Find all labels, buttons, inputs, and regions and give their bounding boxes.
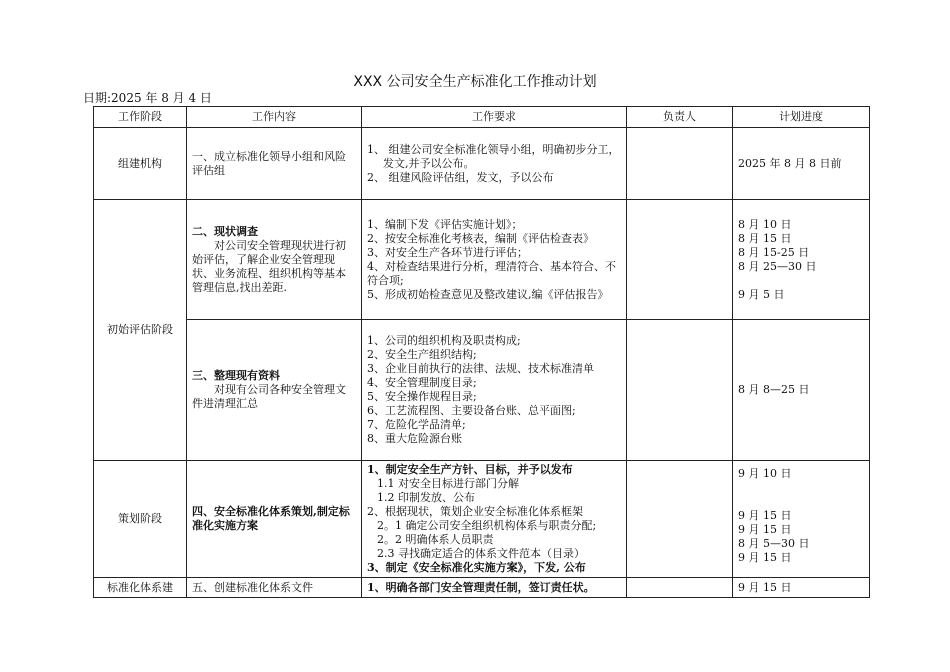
owner-cell — [627, 200, 733, 320]
schedule-item: 8 月 8—25 日 — [738, 383, 810, 396]
stage-cell: 组建机构 — [94, 128, 187, 200]
requirement-item: 8、重大危险源台账 — [367, 432, 462, 445]
table-row — [94, 128, 870, 200]
schedule-item: 8 月 25—30 日 — [738, 259, 817, 273]
table-row — [94, 320, 870, 461]
stage-cell: 初始评估阶段 — [94, 200, 187, 461]
requirement-item: 5、安全操作规程目录; — [367, 390, 477, 403]
requirement-item: 2、按安全标准化考核表，编制《评估检查表》 — [367, 231, 594, 245]
requirement-item: 3、对安全生产各环节进行评估； — [367, 245, 528, 259]
schedule-item: 8 月 15-25 日 — [738, 245, 810, 259]
requirement-item: 2、 组建风险评估组，发文，予以公布 — [367, 170, 554, 184]
content-cell — [187, 320, 362, 461]
requirement-item: 2、根据现状，策划企业安全标准化体系框架 — [367, 505, 583, 518]
requirement-item: 2、安全生产组织结构; — [367, 348, 477, 361]
schedule-item: 9 月 15 日 — [738, 509, 792, 522]
schedule-item: 8 月 15 日 — [738, 231, 792, 245]
table-header-row — [94, 107, 870, 128]
schedule-item: 9 月 5 日 — [738, 287, 785, 301]
schedule-cell — [733, 200, 870, 320]
requirements-cell: 1、明确各部门安全管理责任制，签订责任状。 — [362, 578, 627, 598]
content-title: 三、整理现有资料 — [192, 369, 280, 382]
table-row — [94, 578, 870, 598]
stage-cell: 标准化体系建 — [94, 578, 187, 598]
plan-table — [93, 106, 870, 598]
requirements-cell — [362, 200, 627, 320]
requirement-item: 1.2 印制发放、公布 — [377, 491, 475, 504]
owner-cell — [627, 128, 733, 200]
stage-cell: 策划阶段 — [94, 461, 187, 578]
schedule-cell — [733, 320, 870, 461]
requirement-item: 2。1 确定公司安全组织机构体系与职责分配; — [377, 519, 597, 532]
owner-cell — [627, 578, 733, 598]
content-body: 对现有公司各种安全管理文件进清理汇总 — [192, 383, 346, 410]
requirement-item: 3、制定《安全标准化实施方案》，下发, 公布 — [367, 561, 586, 574]
document-title: XXX 公司安全生产标准化工作推动计划 — [353, 74, 597, 90]
schedule-item: 2025 年 8 月 8 日前 — [738, 156, 842, 170]
header-owner: 负责人 — [627, 107, 733, 128]
schedule-item: 8 月 5—30 日 — [738, 537, 810, 550]
schedule-item: 9 月 10 日 — [738, 467, 792, 480]
content-title: 二、现状调查 — [192, 224, 258, 238]
schedule-item: 9 月 15 日 — [738, 523, 792, 536]
owner-cell — [627, 461, 733, 578]
content-cell: 五、创建标准化体系文件 — [187, 578, 362, 598]
requirement-item: 1.1 对安全目标进行部门分解 — [377, 477, 519, 490]
requirement-item: 1、制定安全生产方针、目标，并予以发布 — [367, 463, 573, 476]
header-content: 工作内容 — [187, 107, 362, 128]
schedule-cell — [733, 128, 870, 200]
content-cell: 四、安全标准化体系策划,制定标准化实施方案 — [187, 461, 362, 578]
schedule-item: 8 月 10 日 — [738, 217, 792, 231]
table-row — [94, 200, 870, 320]
table-row — [94, 461, 870, 578]
header-requirements: 工作要求 — [362, 107, 627, 128]
requirement-item: 4、对检查结果进行分析，理清符合、基本符合、不符合项; — [367, 259, 616, 287]
content-body: 对公司安全管理现状进行初始评估，了解企业安全管理现状、业务流程、组织机构等基本管理信息,找出差距. — [192, 238, 346, 294]
content-cell: 一、成立标准化领导小组和风险评估组 — [187, 128, 362, 200]
requirement-item: 1、编制下发《评估实施计划》； — [367, 217, 523, 231]
requirement-item: 2.3 寻找确定适合的体系文件范本（目录） — [377, 547, 585, 560]
content-cell — [187, 200, 362, 320]
requirement-item: 5、形成初始检查意见及整改建议,编《评估报告》 — [367, 287, 609, 301]
requirement-item: 3、企业目前执行的法律、法规、技术标准清单 — [367, 362, 594, 375]
schedule-cell — [733, 461, 870, 578]
document-date: 日期:2025 年 8 月 4 日 — [83, 91, 212, 105]
requirement-item: 7、危险化学品清单; — [367, 418, 466, 431]
requirement-item: 1、 组建公司安全标准化领导小组，明确初步分工，发文,并予以公布。 — [367, 142, 620, 170]
requirements-cell — [362, 320, 627, 461]
header-stage: 工作阶段 — [94, 107, 187, 128]
requirement-item: 2。2 明确体系人员职责 — [377, 533, 494, 546]
requirements-cell — [362, 128, 627, 200]
requirement-item: 6、工艺流程图、主要设备台账、总平面图; — [367, 404, 576, 417]
header-schedule: 计划进度 — [733, 107, 870, 128]
requirement-item: 1、公司的组织机构及职责构成; — [367, 334, 521, 347]
requirement-item: 4、安全管理制度目录; — [367, 376, 477, 389]
schedule-cell: 9 月 15 日 — [733, 578, 870, 598]
owner-cell — [627, 320, 733, 461]
requirements-cell — [362, 461, 627, 578]
schedule-item: 9 月 15 日 — [738, 551, 792, 564]
